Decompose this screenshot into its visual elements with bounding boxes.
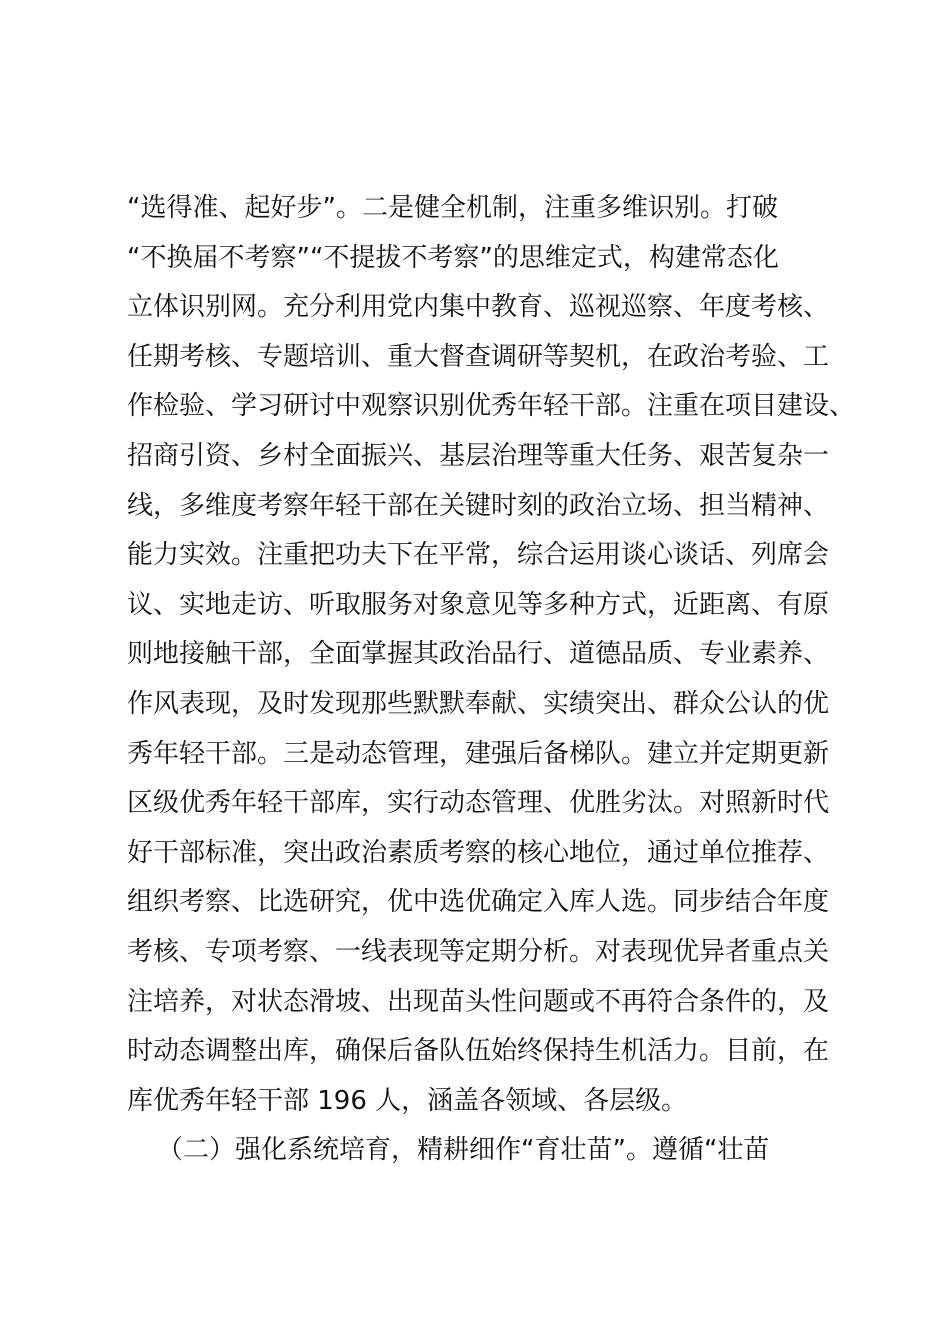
text-line: 组织考察、比选研究，优中选优确定入库人选。同步结合年度: [127, 887, 830, 918]
section-heading-line: （二）强化系统培育，精耕细作“育壮苗”。遵循“壮苗: [157, 1135, 770, 1166]
text-line: 作检验、学习研讨中观察识别优秀年轻干部。注重在项目建设、: [127, 391, 856, 422]
text-line: 能力实效。注重把功夫下在平常，综合运用谈心谈话、列席会: [127, 540, 830, 571]
body-text: [127, 184, 856, 1176]
text-line: 任期考核、专题培训、重大督查调研等契机，在政治考验、工: [127, 341, 830, 372]
text-line: 时动态调整出库，确保后备队伍始终保持生机活力。目前，在: [127, 1036, 830, 1067]
text-line: 区级优秀年轻干部库，实行动态管理、优胜劣汰。对照新时代: [127, 788, 830, 819]
text-line: 招商引资、乡村全面振兴、基层治理等重大任务、艰苦复杂一: [127, 440, 830, 471]
text-line: 作风表现，及时发现那些默默奉献、实绩突出、群众公认的优: [127, 688, 830, 719]
text-line: 则地接触干部，全面掌握其政治品行、道德品质、专业素养、: [127, 639, 830, 670]
text-line: 注培养，对状态滑坡、出现苗头性问题或不再符合条件的，及: [127, 986, 830, 1017]
text-line: 库优秀年轻干部 196 人，涵盖各领域、各层级。: [127, 1085, 688, 1116]
text-line: 考核、专项考察、一线表现等定期分析。对表现优异者重点关: [127, 936, 830, 967]
text-line: 议、实地走访、听取服务对象意见等多种方式，近距离、有原: [127, 589, 830, 620]
text-line: “不换届不考察”“不提拔不考察”的思维定式，构建常态化: [127, 242, 779, 273]
text-line: 线，多维度考察年轻干部在关键时刻的政治立场、担当精神、: [127, 490, 830, 521]
text-line: 秀年轻干部。三是动态管理，建强后备梯队。建立并定期更新: [127, 738, 830, 769]
text-line: “选得准、起好步”。二是健全机制，注重多维识别。打破: [127, 193, 778, 223]
text-line: 立体识别网。充分利用党内集中教育、巡视巡察、年度考核、: [127, 292, 830, 323]
text-line: 好干部标准，突出政治素质考察的核心地位，通过单位推荐、: [127, 837, 830, 868]
